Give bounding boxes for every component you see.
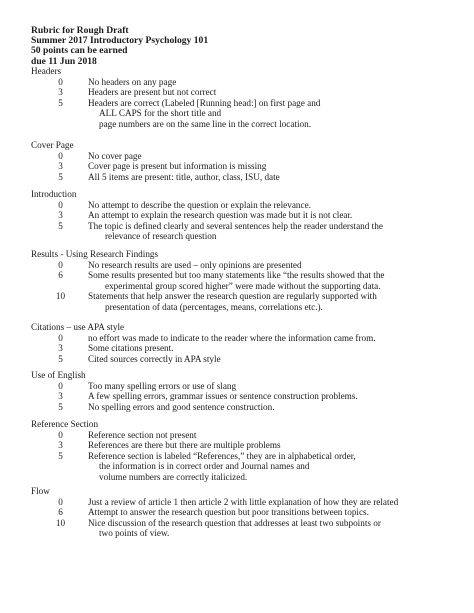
item-points: 0 [58,380,63,391]
item-text: References are there but there are multiple problems [88,440,281,451]
section-citations [31,322,461,364]
header-course: Summer 2017 Introductory Psychology 101 [31,35,209,47]
rubric-item [31,430,461,441]
item-points: 0 [58,496,63,507]
item-points: 5 [58,97,63,108]
item-text: No cover page [88,150,142,161]
rubric-item [31,391,461,402]
item-text: Statements that help answer the research question are regularly supported with [88,291,377,302]
item-text: An attempt to explain the research question was made but it is not clear. [88,210,353,221]
item-text-continued: relevance of research question [105,231,217,242]
section-title: Headers [31,66,62,76]
item-text-continued: ALL CAPS for the short title and [99,108,222,119]
item-text: No headers on any page [88,76,177,87]
item-text: Cited sources correctly in APA style [88,353,221,364]
item-text: The topic is defined clearly and several sentences help the reader understand the [88,220,383,231]
item-points: 3 [58,391,63,402]
rubric-item [31,497,461,508]
item-points: 0 [58,76,63,87]
item-text: Nice discussion of the research question that addresses at least two subpoints or [88,517,381,528]
item-text: No spelling errors and good sentence construction. [88,401,275,412]
rubric-item [31,381,461,392]
section-title: Use of English [31,370,86,380]
section-title: Citations – use APA style [31,322,125,332]
item-points: 0 [58,332,63,343]
item-text-continued: volume numbers are correctly italicized. [99,471,248,482]
rubric-item [31,451,461,483]
rubric-item [31,402,461,413]
item-points: 0 [58,429,63,440]
section-use-of-english [31,370,461,412]
item-text: No research results are used – only opinions are presented [88,259,302,270]
item-text-continued: experimental group scored higher” were made without the supporting data. [105,280,381,291]
rubric-item [31,260,461,271]
rubric-item [31,161,461,172]
section-flow [31,486,461,539]
item-points: 3 [58,87,63,98]
rubric-item [31,210,461,221]
item-text-continued: page numbers are on the same line in the correct location. [99,118,311,129]
section-headers [31,66,461,130]
item-points: 5 [58,171,63,182]
item-points: 5 [58,353,63,364]
rubric-item [31,77,461,88]
rubric-item [31,172,461,183]
document-header [31,26,208,67]
item-text-continued: presentation of data (percentages, means, correlations etc.). [105,301,323,312]
item-text: no effort was made to indicate to the reader where the information came from. [88,332,376,343]
header-title: Rubric for Rough Draft [31,25,129,36]
rubric-item [31,221,461,242]
section-title: Reference Section [31,419,99,429]
section-title: Cover Page [31,140,74,150]
item-points: 0 [58,259,63,270]
item-points: 3 [58,210,63,221]
rubric-item [31,291,461,312]
item-text: Attempt to answer the research question but poor transitions between topics. [88,507,369,518]
item-text-continued: the information is in correct order and Journal names and [99,461,310,472]
item-points: 6 [58,507,63,518]
section-title: Introduction [31,189,77,199]
item-text-continued: two points of view. [99,528,170,539]
section-title: Results - Using Research Findings [31,249,159,259]
header-points: 50 points can be earned [31,45,128,57]
item-text: All 5 items are present: title, author, class, ISU, date [88,171,280,182]
rubric-item [31,151,461,162]
rubric-item [31,98,461,130]
section-results [31,249,461,313]
item-text: No attempt to describe the question or explain the relevance. [88,199,311,210]
item-text: Cover page is present but information is missing [88,161,267,172]
item-points: 0 [58,199,63,210]
rubric-item [31,343,461,354]
item-points: 10 [55,517,66,528]
item-points: 3 [58,343,63,354]
item-text: Some citations present. [88,343,174,354]
item-points: 0 [58,150,63,161]
rubric-item [31,200,461,211]
item-text: Reference section is labeled “References,” they are in alphabetical order, [88,450,356,461]
item-points: 5 [58,450,63,461]
item-points: 5 [58,401,63,412]
section-cover-page [31,140,461,182]
rubric-item [31,270,461,291]
section-title: Flow [31,486,50,496]
item-text: Just a review of article 1 then article 2 with little explanation of how they are related [88,496,399,507]
section-introduction [31,189,461,242]
item-points: 6 [58,270,63,281]
item-text: Too many spelling errors or use of slang [88,380,237,391]
rubric-item [31,87,461,98]
item-points: 3 [58,161,63,172]
rubric-item [31,354,461,365]
item-text: Headers are correct (Labeled [Running head:] on first page and [88,97,321,108]
item-text: A few spelling errors, grammar issues or sentence construction problems. [88,391,358,402]
rubric-item [31,440,461,451]
item-points: 3 [58,440,63,451]
item-text: Reference section not present [88,429,197,440]
rubric-item [31,333,461,344]
rubric-item [31,507,461,518]
section-reference [31,419,461,483]
header-due-date: due 11 Jun 2018 [31,55,97,67]
item-text: Some results presented but too many statements like “the results showed that the [88,270,385,281]
item-points: 5 [58,220,63,231]
item-text: Headers are present but not correct [88,87,217,98]
item-points: 10 [55,291,66,302]
rubric-item [31,518,461,539]
